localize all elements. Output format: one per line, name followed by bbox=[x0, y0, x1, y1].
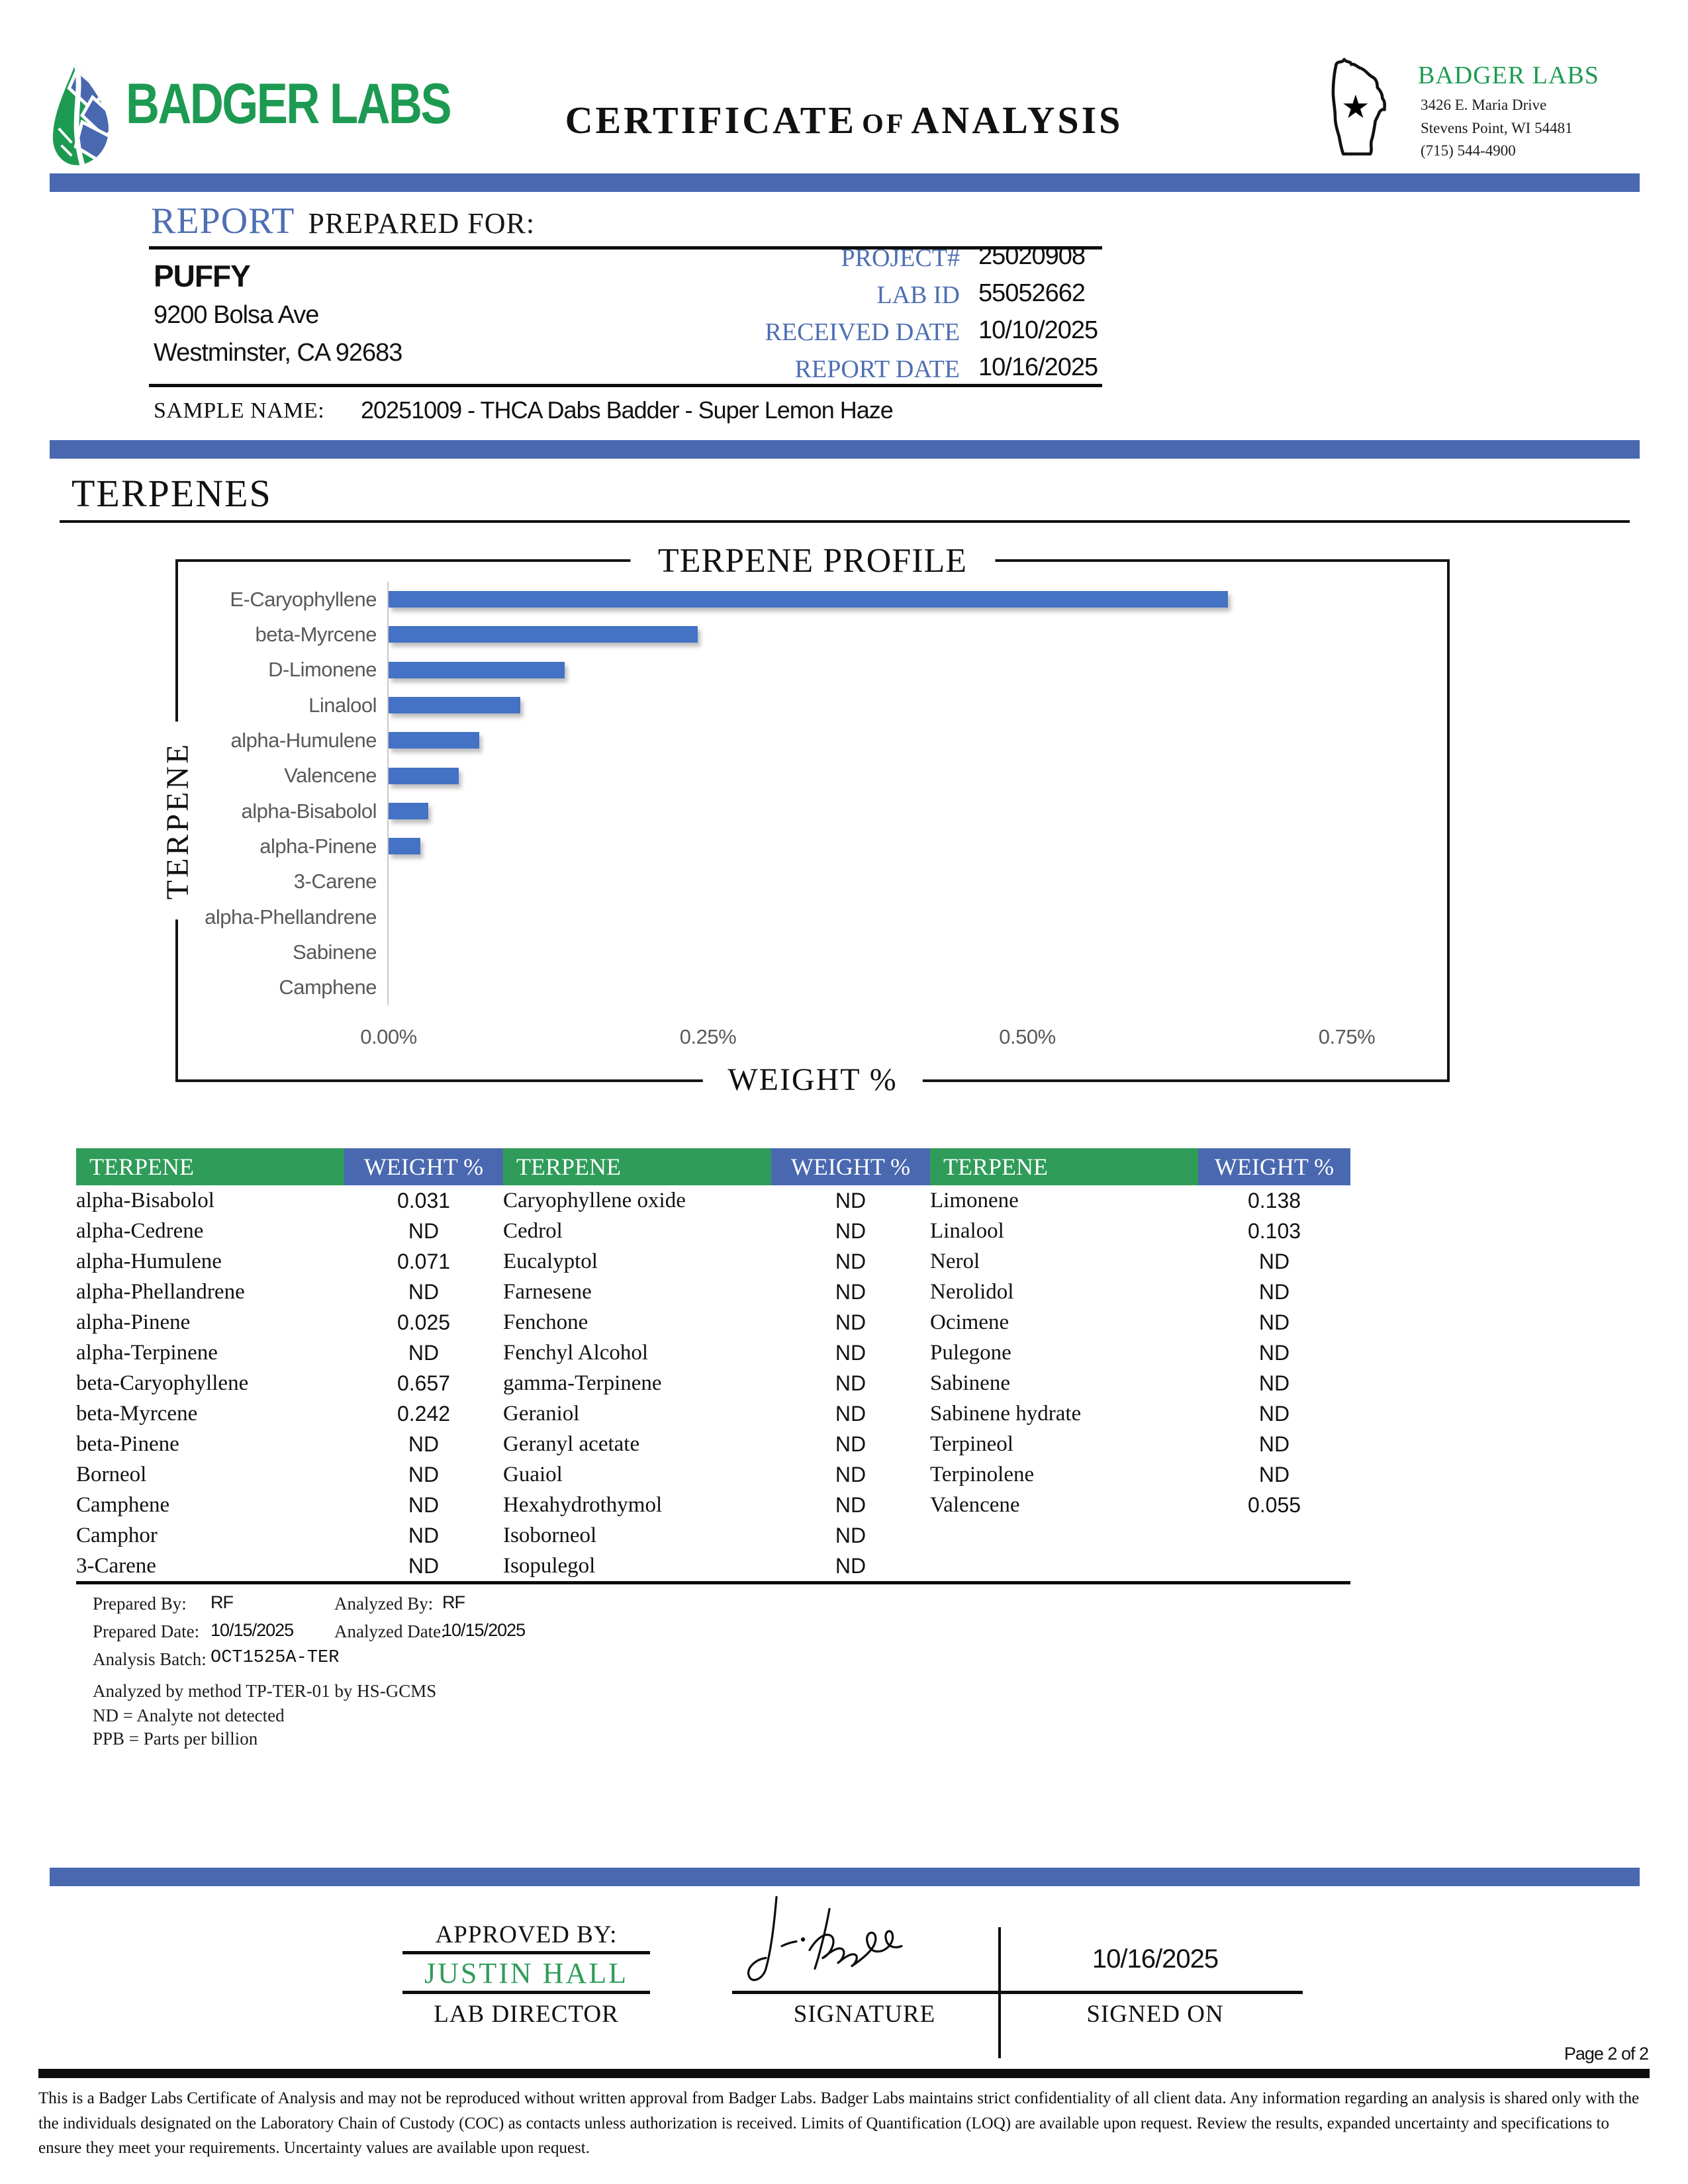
chart-bar-row bbox=[389, 758, 1411, 794]
table-row bbox=[76, 1551, 1350, 1583]
chart-category-column bbox=[189, 582, 387, 1005]
ppb-note: PPB = Parts per billion bbox=[93, 1729, 258, 1749]
terpene-weight-cell: ND bbox=[1258, 1310, 1290, 1334]
terpene-name-cell: alpha-Phellandrene bbox=[76, 1279, 245, 1304]
terpene-weight-cell: ND bbox=[835, 1371, 867, 1395]
project-number-label: PROJECT# bbox=[841, 244, 960, 272]
terpene-weight-cell: ND bbox=[1258, 1401, 1290, 1426]
terpene-name-cell: Pulegone bbox=[930, 1340, 1011, 1365]
terpene-name-cell: 3-Carene bbox=[76, 1553, 156, 1578]
chart-bar-row bbox=[389, 582, 1411, 617]
page-number: Page 2 of 2 bbox=[1564, 2044, 1648, 2064]
terpene-name-cell bbox=[930, 1520, 1198, 1551]
report-date-value: 10/16/2025 bbox=[978, 353, 1098, 381]
terpene-name-cell: Caryophyllene oxide bbox=[503, 1188, 686, 1212]
terpene-name-cell: Terpinolene bbox=[930, 1462, 1035, 1486]
star-icon: ★ bbox=[1341, 89, 1370, 125]
terpene-weight-cell bbox=[1198, 1551, 1350, 1583]
client-address-line1: 9200 Bolsa Ave bbox=[154, 301, 319, 329]
terpene-weight-cell: ND bbox=[835, 1523, 867, 1547]
terpene-name-cell: Farnesene bbox=[503, 1279, 592, 1304]
chart-bar-row bbox=[389, 794, 1411, 829]
terpene-weight-cell: ND bbox=[1258, 1432, 1290, 1456]
footer-bar bbox=[38, 2069, 1650, 2078]
terpene-name-cell: Eucalyptol bbox=[503, 1249, 598, 1273]
sample-name-label: SAMPLE NAME: bbox=[154, 398, 325, 423]
terpene-weight-cell: ND bbox=[1258, 1279, 1290, 1304]
terpene-name-cell: Fenchone bbox=[503, 1310, 588, 1334]
approver-name: JUSTIN HALL bbox=[424, 1957, 628, 1989]
approved-by-label: APPROVED BY: bbox=[435, 1921, 618, 1948]
terpene-weight-cell: ND bbox=[408, 1340, 440, 1365]
chart-x-axis-label: WEIGHT % bbox=[702, 1056, 922, 1105]
terpene-weight-cell: ND bbox=[835, 1249, 867, 1273]
terpene-profile-chart bbox=[160, 542, 1450, 1097]
col-header-weight-3: WEIGHT % bbox=[1198, 1148, 1350, 1185]
chart-y-axis-label: TERPENE bbox=[154, 722, 203, 920]
terpene-name-cell: beta-Pinene bbox=[76, 1432, 179, 1456]
terpene-name-cell: Guaiol bbox=[503, 1462, 563, 1486]
terpene-name-cell: Nerol bbox=[930, 1249, 980, 1273]
terpene-name-cell: Hexahydrothymol bbox=[503, 1492, 663, 1517]
chart-bar-row bbox=[389, 829, 1411, 864]
approver-title: LAB DIRECTOR bbox=[434, 2001, 619, 2028]
col-header-weight-2: WEIGHT % bbox=[771, 1148, 930, 1185]
terpene-name-cell: Sabinene bbox=[930, 1371, 1010, 1395]
chart-category-label: D-Limonene bbox=[268, 658, 377, 682]
chart-bar-row bbox=[389, 723, 1411, 758]
terpene-name-cell: alpha-Terpinene bbox=[76, 1340, 218, 1365]
prepared-date-value: 10/15/2025 bbox=[211, 1620, 294, 1640]
terpene-name-cell: Sabinene hydrate bbox=[930, 1401, 1082, 1426]
lab-address-line2: Stevens Point, WI 54481 bbox=[1421, 119, 1573, 136]
table-row bbox=[76, 1216, 1350, 1246]
title-word-certificate: CERTIFICATE bbox=[565, 99, 857, 142]
terpene-weight-cell: ND bbox=[1258, 1249, 1290, 1273]
terpene-weight-cell: ND bbox=[835, 1432, 867, 1456]
terpene-name-cell: Valencene bbox=[930, 1492, 1020, 1517]
col-header-weight-1: WEIGHT % bbox=[344, 1148, 503, 1185]
chart-category-label: Camphene bbox=[279, 976, 377, 999]
report-divider-line-bottom bbox=[149, 384, 1102, 387]
terpene-name-cell: gamma-Terpinene bbox=[503, 1371, 662, 1395]
terpene-results-table bbox=[76, 1148, 1350, 1584]
table-row bbox=[76, 1398, 1350, 1429]
chart-bar-row bbox=[389, 970, 1411, 1005]
terpene-weight-cell: ND bbox=[408, 1553, 440, 1578]
lab-address-line1: 3426 E. Maria Drive bbox=[1421, 97, 1547, 113]
chart-category-label: alpha-Bisabolol bbox=[241, 799, 377, 823]
terpene-name-cell: Camphor bbox=[76, 1523, 158, 1547]
client-address-line2: Westminster, CA 92683 bbox=[154, 339, 402, 367]
chart-bar bbox=[389, 662, 565, 678]
terpene-weight-cell: ND bbox=[835, 1188, 867, 1212]
terpene-name-cell: Ocimene bbox=[930, 1310, 1009, 1334]
chart-bar bbox=[389, 803, 428, 819]
report-date-label: REPORT DATE bbox=[794, 355, 960, 383]
table-row bbox=[76, 1338, 1350, 1368]
chart-bar-row bbox=[389, 617, 1411, 652]
terpene-name-cell: Cedrol bbox=[503, 1218, 563, 1243]
terpene-name-cell: alpha-Cedrene bbox=[76, 1218, 204, 1243]
divider-bar-approval bbox=[50, 1868, 1640, 1886]
chart-bar bbox=[389, 838, 420, 854]
terpene-weight-cell: ND bbox=[835, 1401, 867, 1426]
chart-bar-row bbox=[389, 899, 1411, 934]
signature-label: SIGNATURE bbox=[793, 2001, 936, 2028]
terpene-name-cell: Nerolidol bbox=[930, 1279, 1014, 1304]
chart-bar bbox=[389, 697, 520, 713]
received-date-label: RECEIVED DATE bbox=[765, 318, 960, 346]
table-row bbox=[76, 1520, 1350, 1551]
terpene-name-cell: Camphene bbox=[76, 1492, 170, 1517]
col-header-terpene-3: TERPENE bbox=[930, 1148, 1198, 1185]
terpene-name-cell: Fenchyl Alcohol bbox=[503, 1340, 649, 1365]
approver-name-underline bbox=[402, 1991, 650, 1994]
table-row bbox=[76, 1246, 1350, 1277]
wisconsin-map-icon bbox=[1312, 46, 1413, 172]
method-note: Analyzed by method TP-TER-01 by HS-GCMS bbox=[93, 1681, 437, 1701]
analyzed-date-value: 10/15/2025 bbox=[442, 1620, 526, 1640]
title-word-analysis: ANALYSIS bbox=[911, 99, 1123, 142]
chart-category-label: alpha-Humulene bbox=[230, 728, 377, 752]
analyzed-date-label: Analyzed Date: bbox=[334, 1621, 446, 1641]
terpene-weight-cell: ND bbox=[835, 1492, 867, 1517]
terpene-weight-cell: ND bbox=[408, 1492, 440, 1517]
terpene-weight-cell: ND bbox=[1258, 1462, 1290, 1486]
terpene-weight-cell: ND bbox=[1258, 1340, 1290, 1365]
terpene-weight-cell: ND bbox=[835, 1218, 867, 1243]
terpene-name-cell: beta-Myrcene bbox=[76, 1401, 198, 1426]
lab-id-value: 55052662 bbox=[978, 279, 1086, 307]
chart-category-label: beta-Myrcene bbox=[255, 622, 377, 646]
chart-inner bbox=[189, 582, 1411, 1048]
terpene-weight-cell bbox=[1198, 1520, 1350, 1551]
terpene-name-cell: Geraniol bbox=[503, 1401, 580, 1426]
terpene-weight-cell: ND bbox=[835, 1279, 867, 1304]
terpene-name-cell: Linalool bbox=[930, 1218, 1004, 1243]
chart-bar-row bbox=[389, 688, 1411, 723]
terpene-name-cell: beta-Caryophyllene bbox=[76, 1371, 249, 1395]
table-row bbox=[76, 1185, 1350, 1216]
nd-note: ND = Analyte not detected bbox=[93, 1706, 285, 1725]
lab-name: BADGER LABS bbox=[1418, 62, 1599, 89]
title-word-of: OF bbox=[862, 109, 906, 140]
terpene-weight-cell: ND bbox=[408, 1462, 440, 1486]
terpene-table-body bbox=[76, 1185, 1350, 1583]
section-title-terpenes: TERPENES bbox=[71, 472, 272, 515]
terpene-weight-cell: ND bbox=[835, 1553, 867, 1578]
terpene-weight-cell: ND bbox=[408, 1218, 440, 1243]
terpene-name-cell bbox=[930, 1551, 1198, 1583]
chart-x-tick: 0.75% bbox=[1318, 1025, 1376, 1048]
table-row bbox=[76, 1459, 1350, 1490]
chart-x-tick: 0.50% bbox=[999, 1025, 1056, 1048]
divider-bar-terpenes bbox=[50, 440, 1640, 459]
terpene-weight-cell: 0.055 bbox=[1247, 1492, 1301, 1517]
terpene-name-cell: alpha-Pinene bbox=[76, 1310, 191, 1334]
analysis-batch-label: Analysis Batch: bbox=[93, 1649, 207, 1669]
terpene-weight-cell: 0.025 bbox=[397, 1310, 451, 1334]
chart-category-label: alpha-Phellandrene bbox=[205, 905, 377, 929]
terpene-weight-cell: ND bbox=[408, 1523, 440, 1547]
approval-vertical-divider bbox=[998, 1927, 1001, 2058]
chart-category-label: 3-Carene bbox=[293, 870, 377, 893]
terpene-weight-cell: ND bbox=[408, 1432, 440, 1456]
analyzed-by-label: Analyzed By: bbox=[334, 1594, 434, 1614]
footer-disclaimer: This is a Badger Labs Certificate of Analysis and may not be reproduced without written approval from Badger Labs. Badger Labs maintains strict confidentiality of all client data. Any information regarding an analysis is shared only with the the individuals designated on the Laboratory Chain of Custody (COC) as contacts unless authorization is received. Limits of Quantification (LOQ) are available upon request. Review the results, expanded uncertainty and specifications to ensure they meet your requirements. Uncertainty values are available upon request. bbox=[38, 2089, 1640, 2157]
signature-image bbox=[718, 1891, 983, 1994]
terpene-name-cell: Terpineol bbox=[930, 1432, 1013, 1456]
received-date-value: 10/10/2025 bbox=[978, 316, 1098, 344]
chart-x-tick: 0.25% bbox=[679, 1025, 737, 1048]
chart-category-label: Valencene bbox=[284, 764, 377, 788]
terpene-weight-cell: ND bbox=[835, 1310, 867, 1334]
signed-on-label: SIGNED ON bbox=[1086, 2001, 1224, 2028]
chart-bar bbox=[389, 591, 1228, 608]
chart-title: TERPENE PROFILE bbox=[630, 537, 995, 586]
table-row bbox=[76, 1277, 1350, 1307]
chart-category-label: Sabinene bbox=[292, 940, 377, 964]
lab-address bbox=[1421, 94, 1573, 163]
prepared-by-label: Prepared By: bbox=[93, 1594, 187, 1614]
project-number-value: 25020908 bbox=[978, 242, 1086, 270]
chart-category-label: E-Caryophyllene bbox=[230, 587, 377, 611]
chart-x-ticks bbox=[360, 1025, 1411, 1052]
lab-id-label: LAB ID bbox=[876, 281, 960, 309]
analysis-batch-value: OCT1525A-TER bbox=[211, 1648, 340, 1668]
signature-underline bbox=[732, 1991, 1303, 1994]
signed-on-date: 10/16/2025 bbox=[1092, 1944, 1219, 1974]
terpene-weight-cell: ND bbox=[1258, 1371, 1290, 1395]
terpene-table-header bbox=[76, 1148, 1350, 1185]
chart-x-tick: 0.00% bbox=[360, 1025, 417, 1048]
chart-bar-row bbox=[389, 653, 1411, 688]
chart-bar bbox=[389, 626, 698, 643]
terpene-name-cell: Borneol bbox=[76, 1462, 147, 1486]
divider-bar-top bbox=[50, 173, 1640, 192]
terpene-weight-cell: 0.031 bbox=[397, 1188, 451, 1212]
terpene-name-cell: Limonene bbox=[930, 1188, 1019, 1212]
terpene-name-cell: Geranyl acetate bbox=[503, 1432, 640, 1456]
terpene-weight-cell: ND bbox=[408, 1279, 440, 1304]
table-row bbox=[76, 1429, 1350, 1459]
chart-category-label: alpha-Pinene bbox=[259, 834, 377, 858]
lab-phone: (715) 544-4900 bbox=[1421, 142, 1516, 159]
terpene-name-cell: alpha-Bisabolol bbox=[76, 1188, 214, 1212]
chart-bar-row bbox=[389, 864, 1411, 899]
terpene-name-cell: alpha-Humulene bbox=[76, 1249, 222, 1273]
table-row bbox=[76, 1307, 1350, 1338]
chart-plot bbox=[360, 582, 1411, 1048]
terpene-weight-cell: 0.242 bbox=[397, 1401, 451, 1426]
client-name: PUFFY bbox=[154, 259, 250, 293]
report-heading bbox=[151, 200, 535, 242]
terpene-name-cell: Isoborneol bbox=[503, 1523, 597, 1547]
approved-by-underline bbox=[402, 1951, 650, 1954]
sample-name-value: 20251009 - THCA Dabs Badder - Super Lemon Haze bbox=[361, 396, 893, 424]
terpenes-underline bbox=[60, 520, 1630, 523]
terpene-weight-cell: 0.138 bbox=[1247, 1188, 1301, 1212]
col-header-terpene-2: TERPENE bbox=[503, 1148, 771, 1185]
chart-bar bbox=[389, 768, 459, 784]
chart-category-label: Linalool bbox=[308, 693, 377, 717]
prepared-date-label: Prepared Date: bbox=[93, 1621, 200, 1641]
prepared-by-value: RF bbox=[211, 1592, 233, 1612]
terpene-weight-cell: ND bbox=[835, 1340, 867, 1365]
table-row bbox=[76, 1490, 1350, 1520]
report-heading-primary: REPORT bbox=[151, 201, 295, 242]
report-heading-secondary: PREPARED FOR: bbox=[308, 207, 536, 240]
chart-bar bbox=[389, 732, 479, 749]
terpene-weight-cell: ND bbox=[835, 1462, 867, 1486]
terpene-weight-cell: 0.071 bbox=[397, 1249, 451, 1273]
col-header-terpene-1: TERPENE bbox=[76, 1148, 344, 1185]
analyzed-by-value: RF bbox=[442, 1592, 465, 1612]
terpene-weight-cell: 0.657 bbox=[397, 1371, 451, 1395]
badger-labs-logo-text: BADGER LABS bbox=[126, 72, 451, 136]
chart-bar-row bbox=[389, 934, 1411, 970]
terpene-name-cell: Isopulegol bbox=[503, 1553, 596, 1578]
table-row bbox=[76, 1368, 1350, 1398]
terpene-weight-cell: 0.103 bbox=[1247, 1218, 1301, 1243]
